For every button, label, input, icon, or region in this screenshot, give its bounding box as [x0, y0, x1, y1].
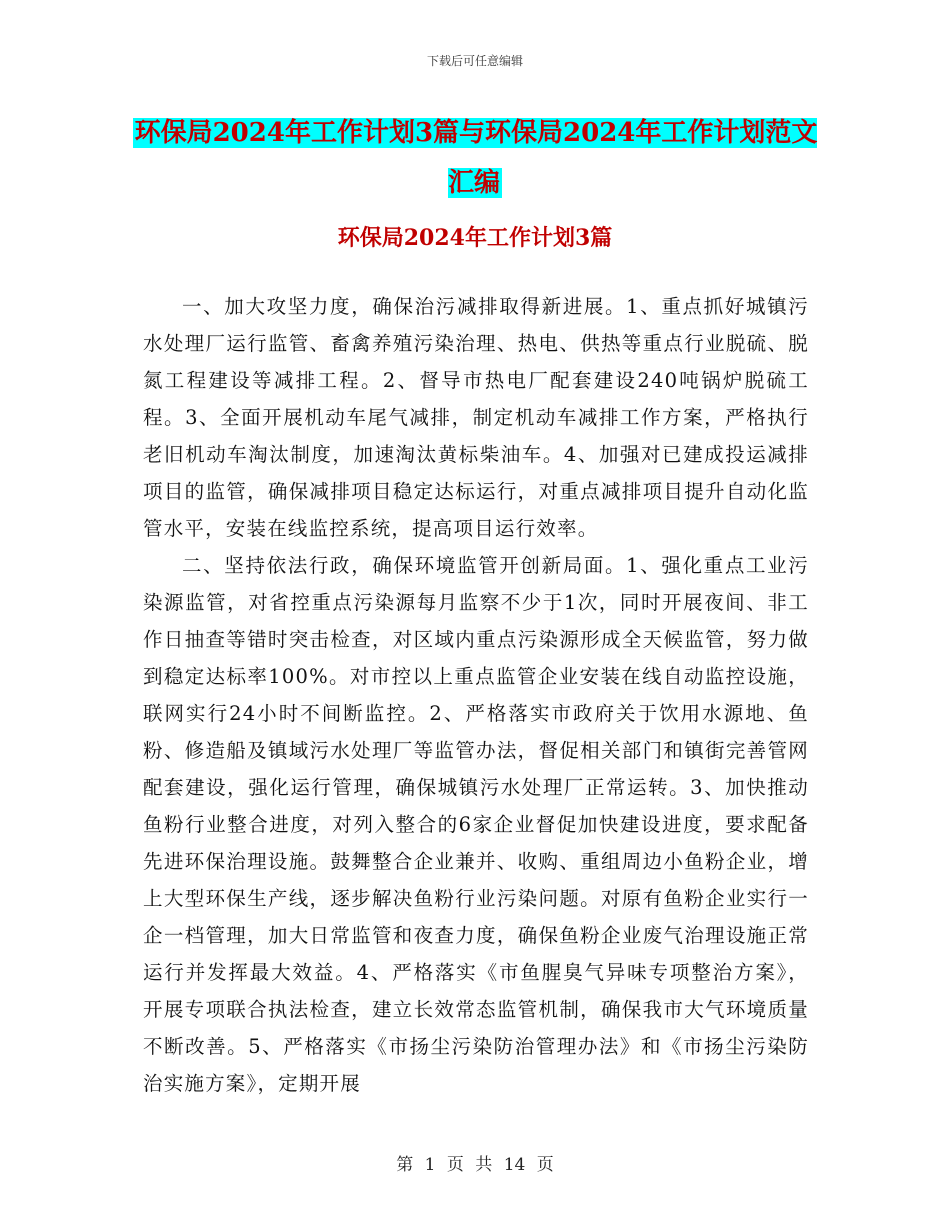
document-title-text: 环保局2024年工作计划3篇与环保局2024年工作计划范文汇编: [134, 118, 818, 198]
page-header-note: 下载后可任意编辑: [426, 54, 523, 68]
document-title: [120, 108, 830, 208]
section-title: 环保局2024年工作计划3篇: [337, 225, 613, 251]
paragraph: 一、加大攻坚力度，确保治污减排取得新进展。1、重点抓好城镇污水处理厂运行监管、畜禽养殖污染治理、热电、供热等重点行业脱硫、脱氮工程建设等减排工程。2、督导市热电厂配套建设240吨锅炉脱硫工程。3、全面开展机动车尾气减排，制定机动车减排工作方案，严格执行老旧机动车淘汰制度，加速淘汰黄标柴油车。4、加强对已建成投运减排项目的监管，确保减排项目稳定达标运行，对重点减排项目提升自动化监管水平，安装在线监控系统，提高项目运行效率。: [143, 295, 809, 540]
paragraph: 二、坚持依法行政，确保环境监管开创新局面。1、强化重点工业污染源监管，对省控重点污染源每月监察不少于1次，同时开展夜间、非工作日抽查等错时突击检查，对区域内重点污染源形成全天候监管，努力做到稳定达标率100%。对市控以上重点监管企业安装在线自动监控设施，联网实行24小时不间断监控。2、严格落实市政府关于饮用水源地、鱼粉、修造船及镇域污水处理厂等监管办法，督促相关部门和镇街完善管网配套建设，强化运行管理，确保城镇污水处理厂正常运转。3、加快推动鱼粉行业整合进度，对列入整合的6家企业督促加快建设进度，要求配备先进环保治理设施。鼓舞整合企业兼并、收购、重组周边小鱼粉企业，增上大型环保生产线，逐步解决鱼粉行业污染问题。对原有鱼粉企业实行一企一档管理，加大日常监管和夜查力度，确保鱼粉企业废气治理设施正常运行并发挥最大效益。4、严格落实《市鱼腥臭气异味专项整治方案》，开展专项联合执法检查，建立长效常态监管机制，确保我市大气环境质量不断改善。5、严格落实《市扬尘污染防治管理办法》和《市扬尘污染防治实施方案》，定期开展: [143, 554, 809, 1095]
page-number: 第 1 页 共 14 页: [396, 1155, 554, 1175]
document-body: [143, 288, 809, 1102]
